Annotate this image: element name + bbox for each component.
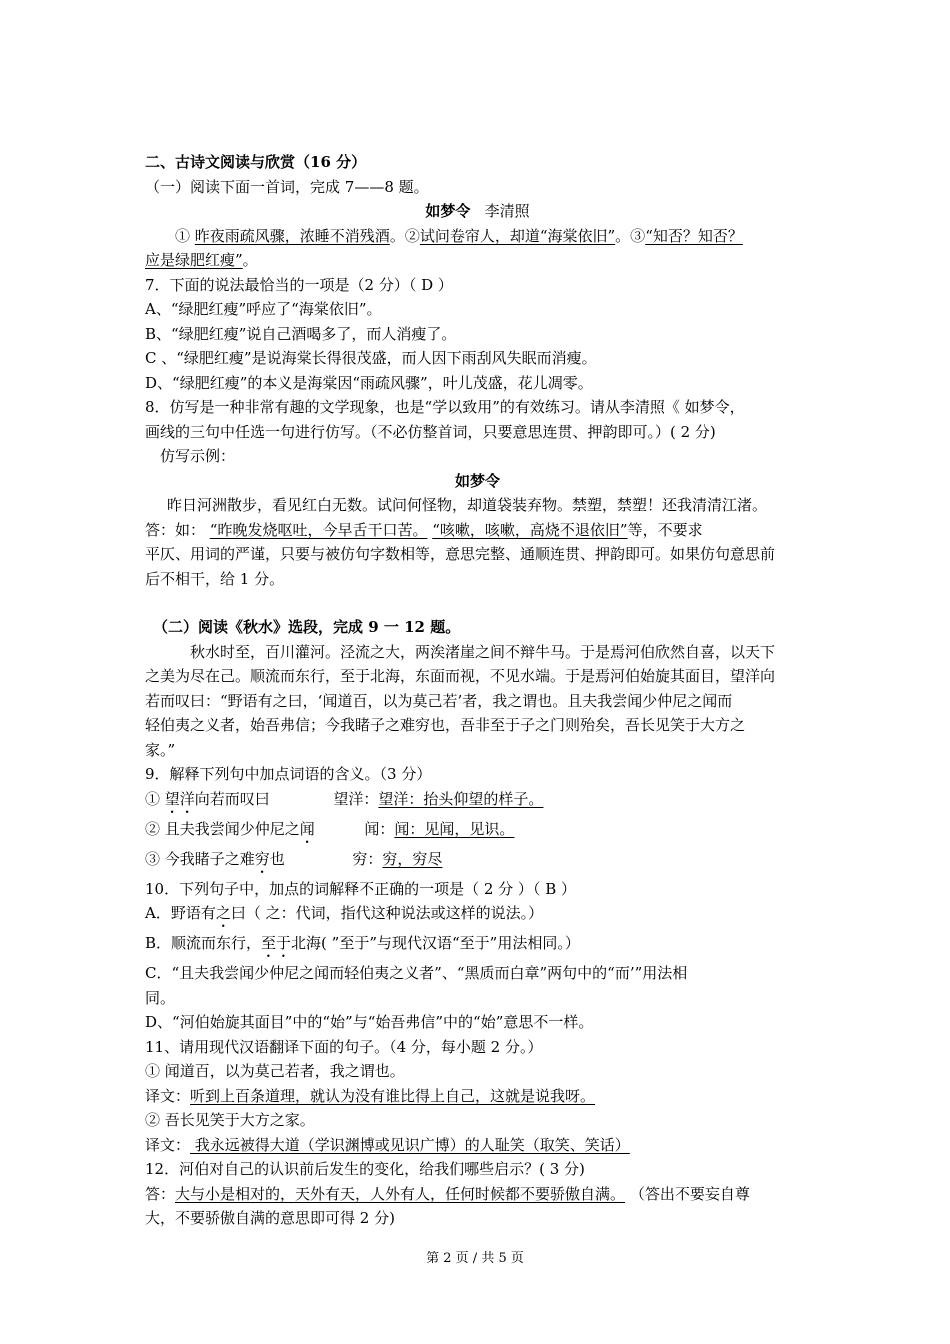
q12-answer-prefix: 答：	[145, 1184, 176, 1203]
q9-item-2	[145, 817, 810, 847]
q12-answer-underline: 大与小是相对的，天外有天，人外有人，任何时候都不要骄傲自满。	[175, 1184, 626, 1203]
q12-answer-2: 大，不要骄傲自满的意思即可得 2 分)	[145, 1209, 395, 1227]
q8-answer-prefix: 答：如：	[145, 520, 206, 539]
poem-author: 李清照	[484, 202, 530, 220]
q11-translation-label-1: 译文：	[145, 1086, 191, 1105]
spacer	[145, 591, 810, 615]
q10-b-dotted: 至于	[261, 934, 292, 952]
q9-item-2-dotted: 闻	[299, 819, 315, 838]
poem-line-1	[145, 224, 810, 249]
poem-end: 。	[242, 251, 258, 269]
q9-item-1	[145, 787, 810, 817]
passage-line-4: 轻伯夷之义者，始吾弗信；今我睹子之难穷也，吾非至于子之门则殆矣，吾长见笑于大方之	[145, 716, 746, 734]
q11-translation-answer-2: 我永远被得大道（学识渊博或见识广博）的人耻笑（取笑、笑话）	[190, 1135, 630, 1154]
poem-marker-1: ①	[175, 226, 191, 245]
q12-answer-rest: （答出不要妄自尊	[629, 1184, 750, 1203]
page-content	[145, 150, 810, 1231]
poem-marker-2: 。②	[389, 226, 420, 245]
q8-example-label: 仿写示例：	[160, 447, 236, 465]
q10-a-pre: A．野语有	[145, 904, 216, 922]
q7-option-d: D、“绿肥红瘦”的本义是海棠因“雨疏风骤”，叶儿茂盛，花儿凋零。	[145, 373, 593, 392]
passage-line-2: 之美为尽在己。顺流而东行，至于北海，东面而视，不见水端。于是焉河伯始旋其面目，望洋向	[145, 667, 776, 685]
passage-line-1: 秋水时至，百川灌河。泾流之大，两涘渚崖之间不辩牛马。于是焉河伯欣然自喜，以天下	[190, 642, 776, 661]
q9-item-3-rest: 也	[269, 849, 285, 868]
q8-answer-underline-2: “咳嗽，咳嗽，高烧不退依旧”	[432, 520, 628, 539]
q9-item-1-dotted: 望洋	[164, 789, 195, 808]
q9-item-3-pre: ③ 今我睹子之难	[145, 849, 255, 868]
poem-sentence-1: 昨夜雨疏风骤，浓睡不消残酒	[194, 226, 390, 245]
q10-option-c-1: C．“且夫我尝闻少仲尼之闻而轻伯夷之义者”、“黑质而白章”两句中的“而’”用法相	[145, 964, 688, 982]
q10-option-b	[145, 931, 810, 961]
q10-option-d: D、“河伯始旋其面目”中的“始”与“始吾弗信”中的“始”意思不一样。	[145, 1013, 594, 1031]
poem-sentence-3b: 应是绿肥红瘦”	[145, 251, 243, 269]
part1-intro: （一）阅读下面一首词，完成 7——8 题。	[145, 177, 429, 196]
q11-stem: 11、请用现代汉语翻译下面的句子。（4 分，每小题 2 分。）	[145, 1037, 543, 1056]
q11-translation-answer-1: 听到上百条道理，就认为没有谁比得上自己，这就是说我呀。	[190, 1086, 596, 1105]
q9-item-1-word: 望洋：	[333, 789, 379, 808]
q9-item-2-pre: ② 且夫我尝闻少仲尼之	[145, 819, 300, 838]
q10-b-pre: B．顺流而东行，	[145, 934, 262, 952]
q9-item-1-rest: 向若而叹曰	[194, 789, 270, 808]
section-title: 二、古诗文阅读与欣赏（16 分）	[145, 153, 367, 171]
q9-item-3-answer: 穷，穷尽	[382, 849, 443, 868]
q8-answer-1	[145, 518, 810, 543]
q8-answer-3: 后不相干，给 1 分。	[145, 569, 285, 588]
passage-line-3: 若而叹曰：“野语有之曰，‘闻道百，以为莫己若’者，我之谓也。且夫我尝闻少仲尼之闻而	[145, 691, 733, 710]
q9-item-1-answer: 望洋：抬头仰望的样子。	[378, 789, 544, 808]
q11-sentence-2: ② 吾长见笑于大方之家。	[145, 1111, 315, 1129]
q7-option-b: B、“绿肥红瘦”说自己酒喝多了，而人消瘦了。	[145, 324, 457, 343]
q11-translation-1	[145, 1084, 810, 1109]
q11-sentence-1: ① 闻道百，以为莫己若者，我之谓也。	[145, 1062, 405, 1080]
q9-item-2-answer: 闻：见闻，见识。	[394, 819, 515, 838]
q8-answer-rest: 等，不要求	[627, 520, 703, 539]
poem-sentence-2: 试问卷帘人，却道“海棠依旧”	[419, 226, 616, 245]
poem-sentence-3a: “知否？知否？	[645, 226, 743, 245]
q10-a-rest: 曰（ 之：代词，指代这种说法或这样的说法。）	[230, 904, 544, 922]
q8-example-title: 如梦令	[454, 471, 500, 490]
q9-item-3-word: 穷：	[352, 849, 383, 868]
q7-option-c: C 、“绿肥红瘦”是说海棠长得很茂盛，而人因下雨刮风失眠而消瘦。	[145, 349, 597, 367]
q10-b-rest: 北海( ”至于”与现代汉语“至于”用法相同。）	[291, 934, 580, 952]
poem-title: 如梦令	[425, 202, 471, 220]
q7-option-a: A、“绿肥红瘦”呼应了“海棠依旧”。	[145, 300, 382, 318]
q8-example-text: 昨日河洲散步，看见红白无数。试问何怪物，却道袋装弃物。禁塑，禁塑！还我清清江渚。	[167, 496, 768, 514]
part2-intro: （二）阅读《秋水》选段，完成 9 一 12 题。	[153, 618, 461, 636]
q10-option-a	[145, 901, 810, 931]
q10-a-dotted: 之	[215, 904, 231, 922]
q8-answer-2: 平仄、用词的严谨，只要与被仿句字数相等，意思完整、通顺连贯、押韵即可。如果仿句意思前	[145, 545, 776, 563]
q7-stem: 7．下面的说法最恰当的一项是（2 分）（ D ）	[145, 275, 453, 294]
poem-line-2	[145, 248, 810, 273]
poem-marker-3: 。③	[615, 226, 646, 245]
q12-stem: 12．河伯对自己的认识前后发生的变化，给我们哪些启示？( 3 分)	[145, 1160, 585, 1178]
poem-heading	[145, 199, 810, 224]
q10-stem: 10．下列句子中，加点的词解释不正确的一项是（ 2 分 ）（ B ）	[145, 879, 576, 898]
q8-answer-underline-1: “昨晚发烧呕吐，今早舌干口苦。	[209, 520, 428, 539]
q8-stem-2: 画线的三句中任选一句进行仿写。（不必仿整首词，只要意思连贯、押韵即可。）( 2 分)	[145, 422, 716, 441]
page-footer: 第 2 页 / 共 5 页	[426, 1251, 524, 1266]
q8-stem-1: 8．仿写是一种非常有趣的文学现象，也是“学以致用”的有效练习。请从李清照《 如梦令，	[145, 398, 745, 416]
q9-item-3	[145, 847, 810, 877]
q9-item-2-word: 闻：	[364, 819, 395, 838]
q11-translation-2	[145, 1133, 810, 1158]
passage-line-5: 家。”	[145, 740, 176, 759]
q10-option-c-2: 同。	[145, 988, 176, 1007]
q11-translation-label-2: 译文：	[145, 1135, 191, 1154]
q12-answer-1	[145, 1182, 810, 1207]
q9-item-1-marker: ①	[145, 789, 165, 808]
q9-item-3-dotted: 穷	[254, 849, 270, 868]
q9-stem: 9．解释下列句中加点词语的含义。（3 分）	[145, 765, 432, 783]
